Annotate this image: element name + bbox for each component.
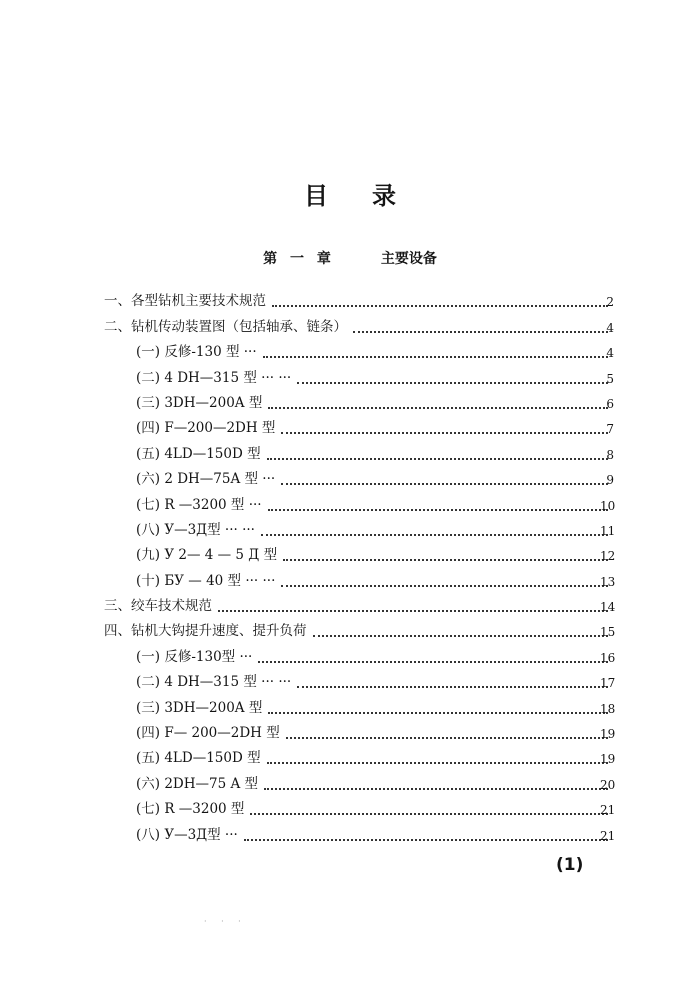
toc-entry-label: (四) F—200—2DH 型 (136, 420, 276, 437)
toc-entry[interactable] (0, 643, 700, 668)
dot-leader (261, 534, 608, 536)
toc-entry-page: 5 (606, 371, 614, 386)
dot-leader (264, 788, 608, 790)
dot-leader (263, 356, 608, 358)
toc-entry-page: 13 (600, 574, 616, 589)
dot-leader (268, 509, 608, 511)
toc-entry-page: 4 (606, 320, 614, 335)
page-title (0, 176, 700, 211)
toc-entry-page: 21 (600, 803, 616, 818)
toc-entry[interactable] (0, 288, 700, 313)
toc-entry[interactable] (0, 542, 700, 567)
toc-entry-page: 12 (600, 549, 616, 564)
dot-leader (267, 762, 608, 764)
toc-entry-page: 11 (600, 523, 616, 538)
toc-entry[interactable] (0, 364, 700, 389)
toc-entry-page: 17 (600, 676, 616, 691)
toc-entry-page: 15 (600, 625, 616, 640)
toc-entry-label: (一) 反修-130 型 ··· (136, 344, 257, 361)
toc-entry[interactable] (0, 339, 700, 364)
toc-entry-label: (八) У—3Д型 ··· (136, 826, 238, 843)
toc-entry-label: (十) БУ — 40 型 ··· ··· (136, 572, 276, 589)
toc-entry[interactable] (0, 313, 700, 338)
page-number: (1) (556, 855, 584, 875)
toc-entry-label: (二) 4 DH—315 型 ··· ··· (136, 369, 292, 386)
toc-entry-page: 8 (606, 447, 614, 462)
toc-entry[interactable] (0, 466, 700, 491)
chapter-number: 第 一 章 (263, 251, 335, 267)
toc-entry[interactable] (0, 567, 700, 592)
dot-leader (218, 610, 608, 612)
toc-entry[interactable] (0, 415, 700, 440)
toc-entry-page: 20 (600, 777, 616, 792)
toc-entry-label: 四、钻机大钩提升速度、提升负荷 (104, 623, 307, 640)
dot-leader (297, 382, 608, 384)
toc-entry-label: 一、各型钻机主要技术规范 (104, 293, 266, 310)
toc-entry-page: 6 (606, 396, 614, 411)
dot-leader (267, 458, 608, 460)
toc-entry-page: 10 (600, 498, 616, 513)
toc-entry-label: (九) У 2— 4 — 5 Д 型 (136, 547, 278, 564)
title-char-1: 目 (304, 182, 328, 210)
toc-entry-label: (五) 4LD—150D 型 (136, 445, 261, 462)
toc-entry-label: (八) У—3Д型 ··· ··· (136, 521, 255, 538)
toc-entry-label: (三) 3DH—200A 型 (136, 394, 263, 411)
toc-entry[interactable] (0, 770, 700, 795)
title-char-2: 录 (372, 182, 396, 210)
dot-leader (268, 407, 608, 409)
dot-leader (268, 712, 608, 714)
dot-leader (281, 483, 608, 485)
toc-entry-page: 19 (600, 727, 616, 742)
toc-entry-page: 18 (600, 701, 616, 716)
toc-entry[interactable] (0, 720, 700, 745)
toc-entry-page: 2 (606, 295, 614, 310)
toc-entry-label: (六) 2DH—75 A 型 (136, 775, 259, 792)
toc-entry[interactable] (0, 745, 700, 770)
toc-entry[interactable] (0, 669, 700, 694)
toc-entry-label: (三) 3DH—200A 型 (136, 699, 263, 716)
dot-leader (281, 585, 608, 587)
scan-specks: · · · (204, 917, 247, 926)
toc-entry-page: 16 (600, 650, 616, 665)
toc-entry[interactable] (0, 390, 700, 415)
toc-entry-page: 19 (600, 752, 616, 767)
toc-entry-label: 二、钻机传动装置图（包括轴承、链条） (104, 318, 347, 335)
dot-leader (250, 813, 608, 815)
dot-leader (297, 686, 608, 688)
dot-leader (281, 432, 608, 434)
toc-entry-label: (二) 4 DH—315 型 ··· ··· (136, 674, 292, 691)
toc-entry-page: 14 (600, 600, 616, 615)
toc-entry[interactable] (0, 694, 700, 719)
toc-entry[interactable] (0, 593, 700, 618)
toc-entry-label: 三、绞车技术规范 (104, 598, 212, 615)
toc-entry[interactable] (0, 491, 700, 516)
chapter-name: 主要设备 (380, 251, 437, 267)
dot-leader (272, 305, 608, 307)
toc-entry[interactable] (0, 796, 700, 821)
toc-entry-page: 4 (606, 346, 614, 361)
toc-entry[interactable] (0, 618, 700, 643)
toc-entry-label: (四) F— 200—2DH 型 (136, 725, 280, 742)
toc-entry-label: (一) 反修-130型 ··· (136, 648, 253, 665)
toc-entry-label: (七) R —3200 型 (136, 801, 245, 818)
chapter-heading (0, 248, 700, 268)
toc-entry-label: (七) R —3200 型 ··· (136, 496, 262, 513)
dot-leader (286, 737, 608, 739)
dot-leader (353, 331, 608, 333)
dot-leader (244, 839, 608, 841)
dot-leader (258, 661, 608, 663)
toc-entry-page: 7 (606, 422, 614, 437)
toc-entry[interactable] (0, 821, 700, 846)
toc-entry-page: 21 (600, 828, 616, 843)
table-of-contents (0, 288, 700, 847)
toc-entry-page: 9 (606, 473, 614, 488)
toc-entry[interactable] (0, 440, 700, 465)
toc-entry[interactable] (0, 517, 700, 542)
dot-leader (313, 635, 609, 637)
dot-leader (283, 559, 608, 561)
toc-entry-label: (五) 4LD—150D 型 (136, 750, 261, 767)
toc-entry-label: (六) 2 DH—75A 型 ··· (136, 471, 276, 488)
